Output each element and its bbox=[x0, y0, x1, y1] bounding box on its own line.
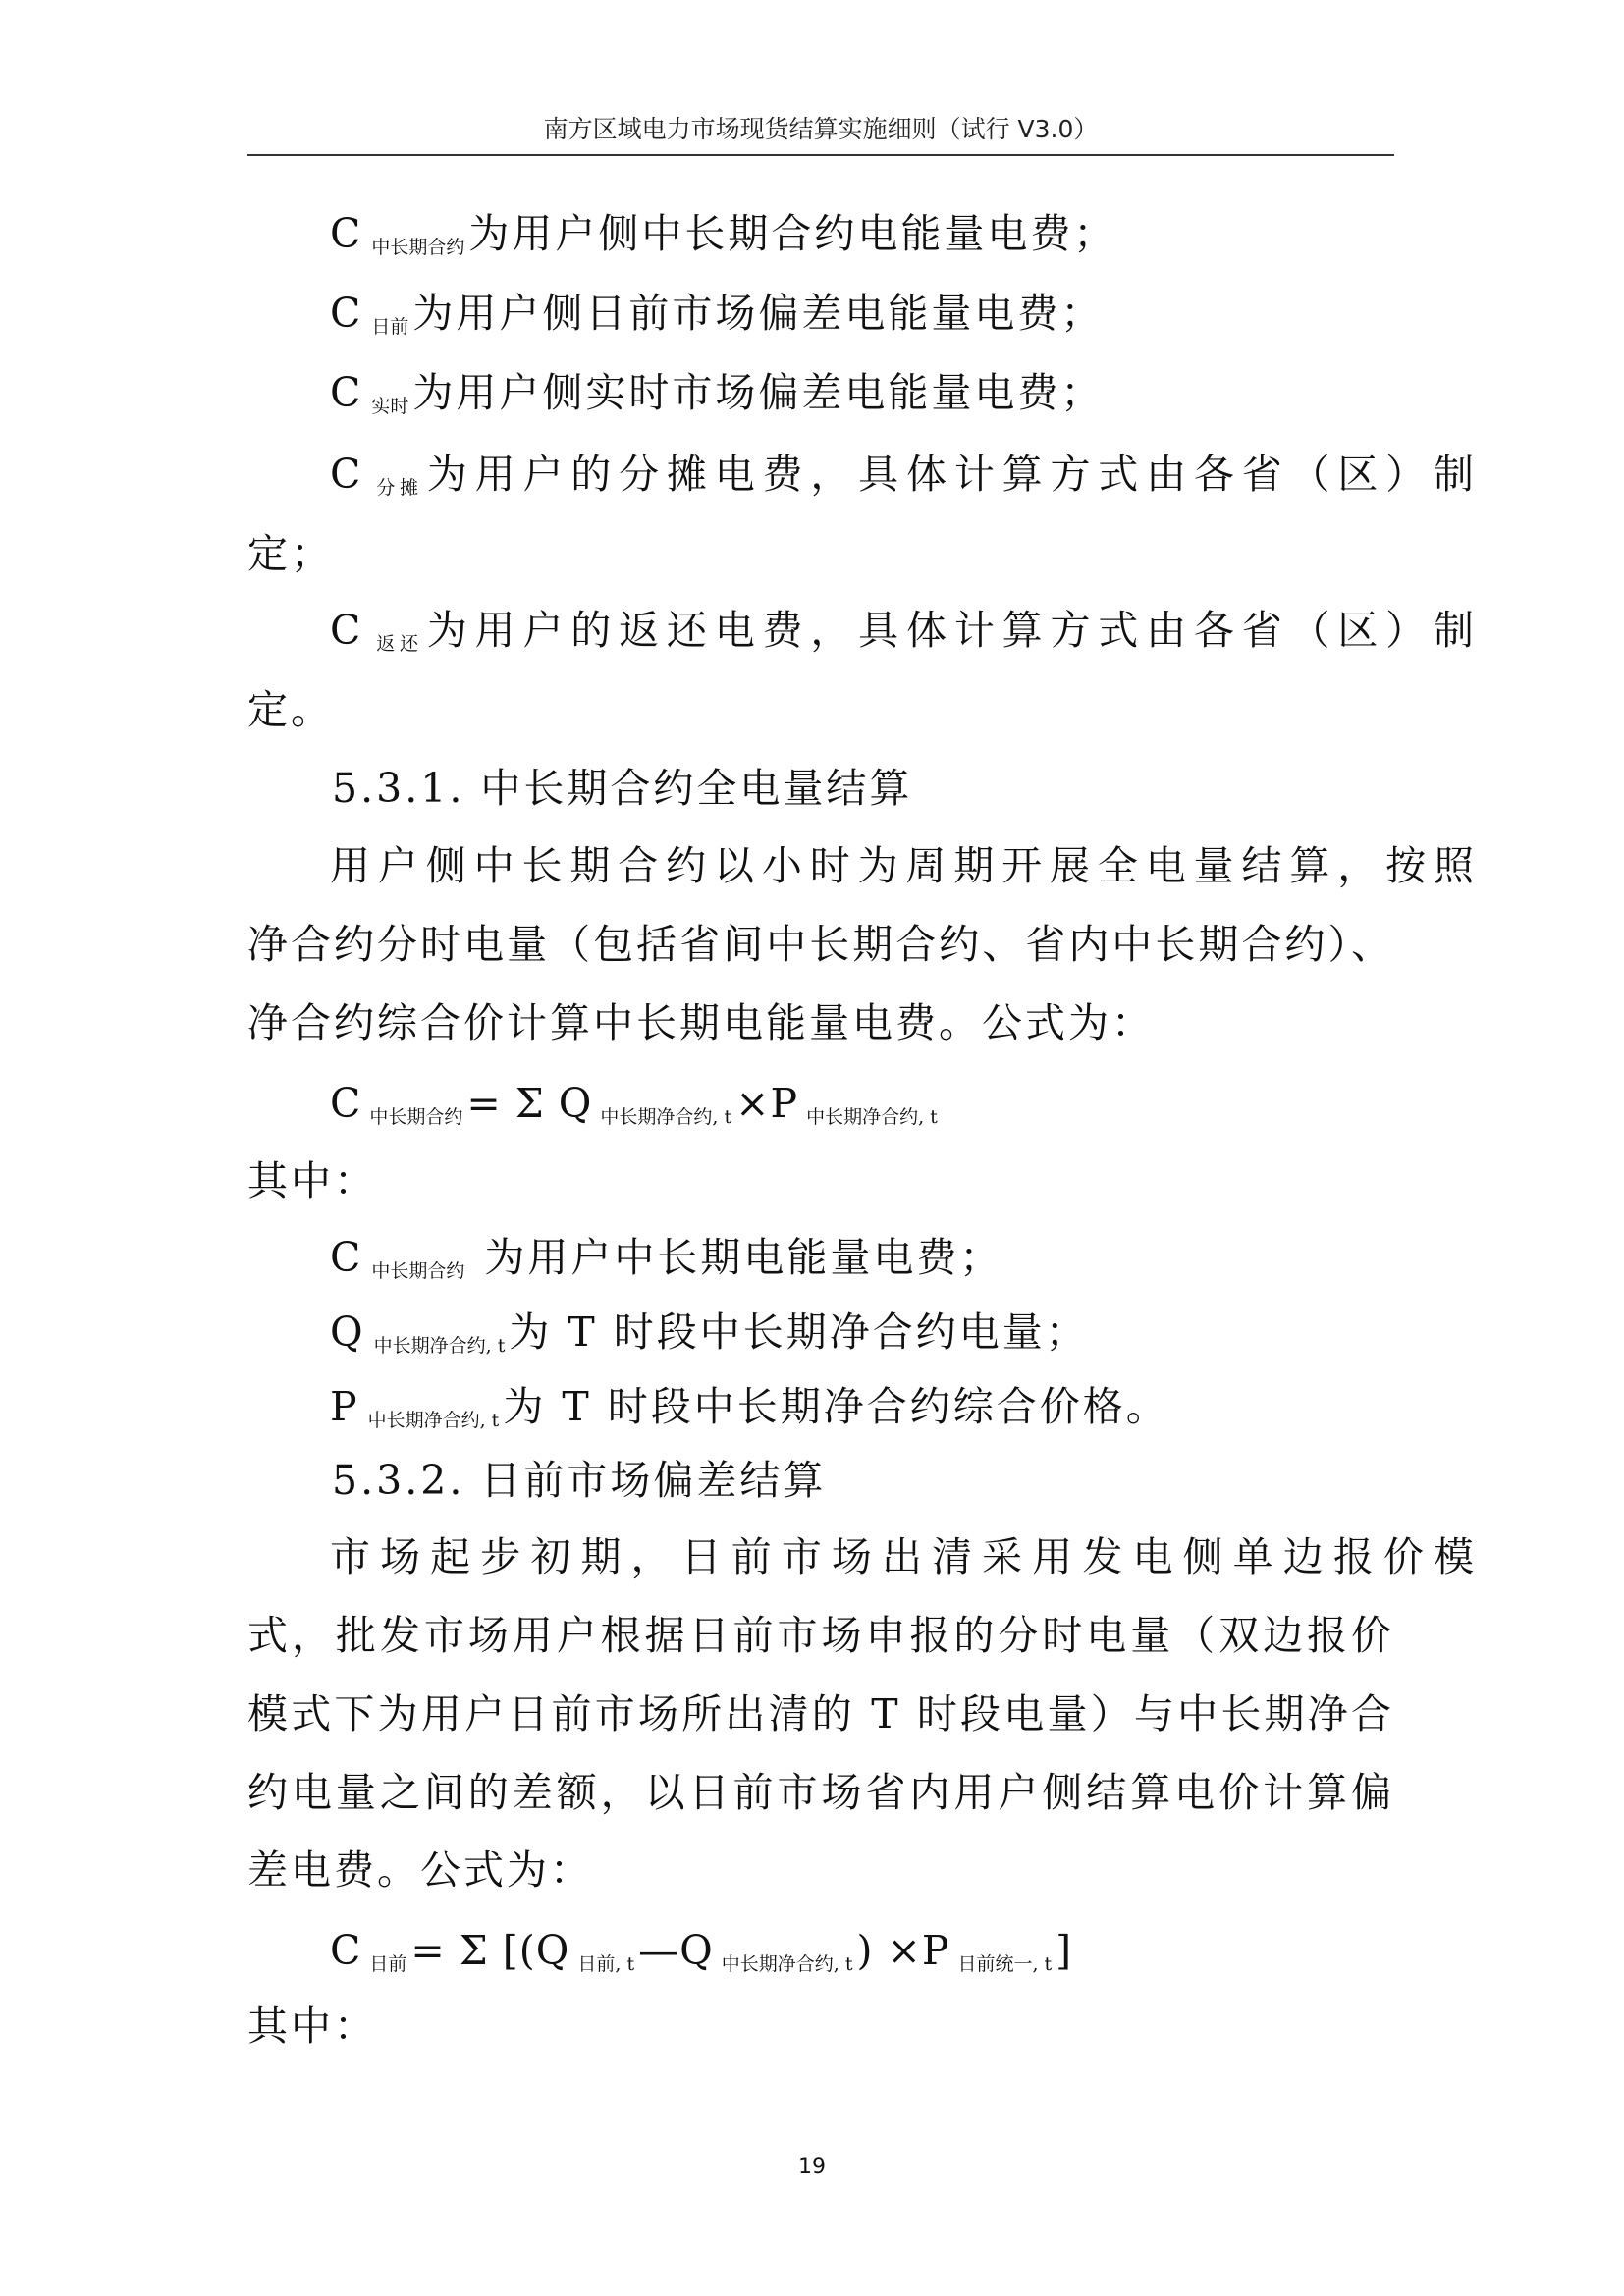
paragraph-line: 用户侧中长期合约以小时为周期开展全电量结算，按照 bbox=[330, 842, 1477, 889]
definition-line: C $_{分摊}$为用户的分摊电费，具体计算方式由各省（区）制 bbox=[330, 451, 1477, 499]
definition-line: C $_{实时}$为用户侧实时市场偏差电能量电费； bbox=[330, 369, 1105, 417]
where-label: 其中： bbox=[247, 1157, 377, 1204]
variable-definition: Q $_{中长期净合约, t}$为 T 时段中长期净合约电量； bbox=[330, 1308, 1089, 1357]
paragraph-line: 净合约综合价计算中长期电能量电费。公式为： bbox=[247, 999, 1155, 1046]
formula-day-ahead: C $_{日前}$= Σ [(Q $_{日前, t}$—Q $_{中长期净合约, t}$) ×P $_{日前统一, t}$] bbox=[330, 1927, 1073, 1975]
page-number: 19 bbox=[798, 2155, 826, 2179]
definition-line: C $_{日前}$为用户侧日前市场偏差电能量电费； bbox=[330, 290, 1105, 338]
paragraph-line: 净合约分时电量（包括省间中长期合约、省内中长期合约）、 bbox=[247, 921, 1394, 968]
where-label: 其中： bbox=[247, 2002, 377, 2050]
variable-definition: P $_{中长期净合约, t}$为 T 时段中长期净合约综合价格。 bbox=[330, 1383, 1169, 1431]
section-heading: 5.3.1. 中长期合约全电量结算 bbox=[332, 765, 913, 812]
page-header-title: 南方区域电力市场现货结算实施细则（试行 V3.0） bbox=[543, 115, 1099, 143]
formula-mid-long-term: C $_{中长期合约}$= Σ Q $_{中长期净合约, t}$×P $_{中长期净合约, t}$ bbox=[330, 1080, 938, 1128]
definition-continuation: 定； bbox=[247, 530, 334, 577]
definition-line: C $_{中长期合约}$为用户侧中长期合约电能量电费； bbox=[330, 210, 1117, 258]
section-heading: 5.3.2. 日前市场偏差结算 bbox=[332, 1457, 827, 1504]
definition-continuation: 定。 bbox=[247, 686, 334, 733]
definition-line: C $_{返还}$为用户的返还电费，具体计算方式由各省（区）制 bbox=[330, 607, 1477, 655]
paragraph-line: 模式下为用户日前市场所出清的 T 时段电量）与中长期净合 bbox=[247, 1690, 1394, 1737]
paragraph-line: 式，批发市场用户根据日前市场申报的分时电量（双边报价 bbox=[247, 1612, 1394, 1659]
paragraph-line: 差电费。公式为： bbox=[247, 1846, 593, 1894]
paragraph-line: 约电量之间的差额，以日前市场省内用户侧结算电价计算偏 bbox=[247, 1769, 1394, 1816]
paragraph-line: 市场起步初期，日前市场出清采用发电侧单边报价模 bbox=[330, 1533, 1477, 1580]
variable-definition: C $_{中长期合约}$ 为用户中长期电能量电费； bbox=[330, 1234, 1003, 1282]
header-rule bbox=[247, 154, 1394, 156]
